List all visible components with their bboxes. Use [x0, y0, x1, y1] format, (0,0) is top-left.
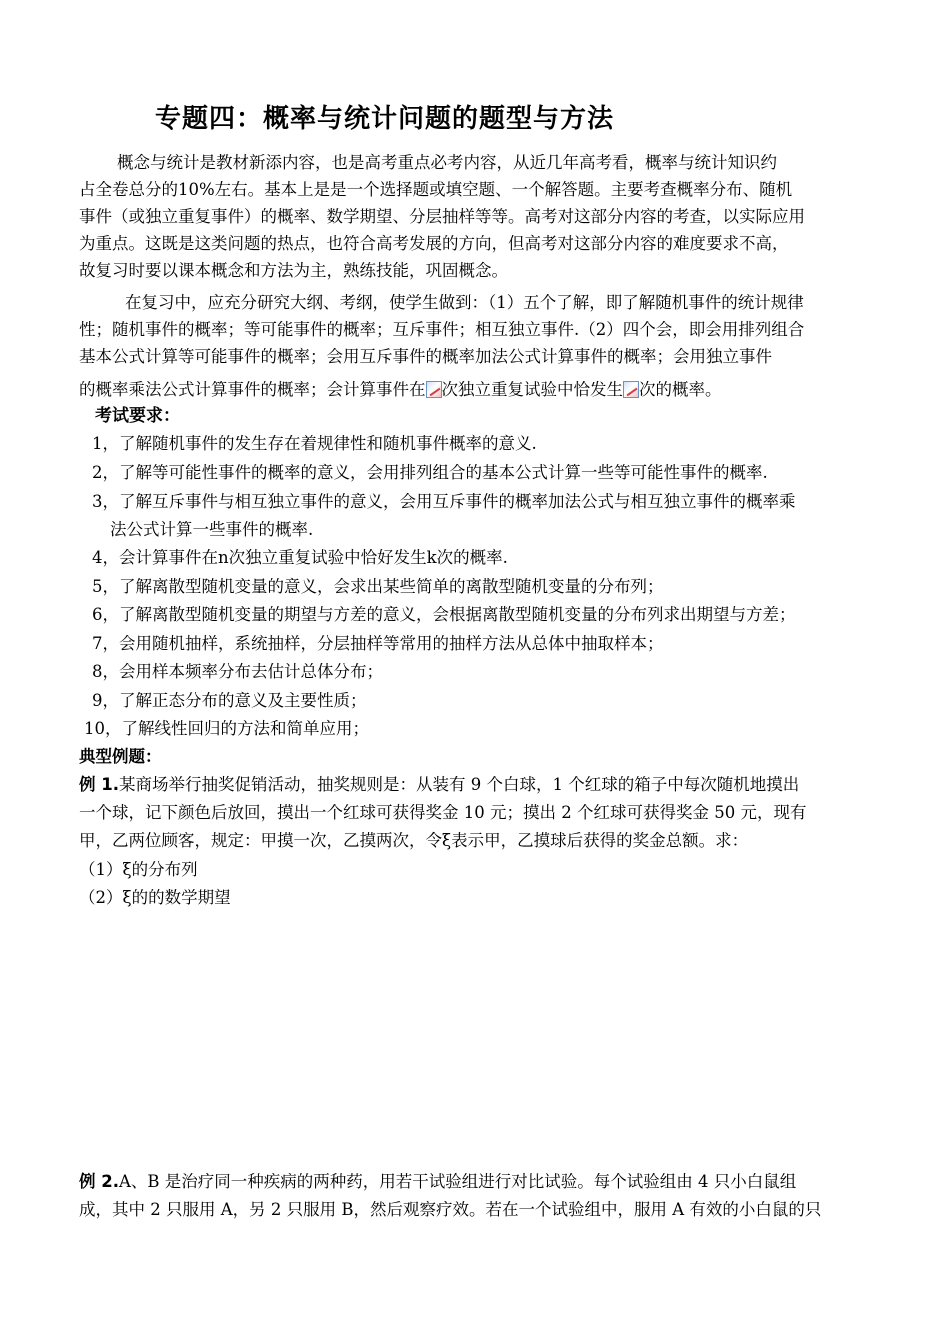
- example1-line-2: 一个球，记下颜色后放回，摸出一个红球可获得奖金 10 元；摸出 2 个红球可获得奖金 50 元，现有: [79, 803, 807, 822]
- example1-line-3: 甲，乙两位顾客，规定：甲摸一次，乙摸两次，令ξ表示甲，乙摸球后获得的奖金总额。求：: [79, 831, 749, 850]
- example1-text-1: 某商场举行抽奖促销活动，抽奖规则是：从装有 9 个白球，1 个红球的箱子中每次随机地摸出: [119, 775, 800, 794]
- requirement-3-cont: 法公式计算一些事件的概率.: [110, 520, 314, 539]
- example1-label: 例 1.: [79, 775, 119, 794]
- review-line-2: 性；随机事件的概率；等可能事件的概率；互斥事件；相互独立事件.（2）四个会，即会用排列组合: [79, 320, 805, 339]
- review-line-4: [79, 380, 722, 400]
- example2-line-2: 成，其中 2 只服用 A，另 2 只服用 B，然后观察疗效。若在一个试验组中，服用 A 有效的小白鼠的只: [79, 1200, 822, 1219]
- example2-label: 例 2.: [79, 1172, 119, 1191]
- intro-line-1: 概念与统计是教材新添内容，也是高考重点必考内容，从近几年高考看，概率与统计知识约: [117, 153, 777, 172]
- intro-line-3: 事件（或独立重复事件）的概率、数学期望、分层抽样等等。高考对这部分内容的考查，以实际应用: [79, 207, 805, 226]
- broken-image-icon: [426, 381, 442, 398]
- review-line-3: 基本公式计算等可能事件的概率；会用互斥事件的概率加法公式计算事件的概率；会用独立事件: [79, 347, 772, 366]
- requirement-4: 4，会计算事件在n次独立重复试验中恰好发生k次的概率.: [92, 548, 508, 567]
- intro-line-4: 为重点。这既是这类问题的热点，也符合高考发展的方向，但高考对这部分内容的难度要求不高，: [79, 234, 789, 253]
- examples-heading: 典型例题：: [79, 747, 162, 766]
- example1-question-2: （2）ξ的的数学期望: [79, 888, 231, 907]
- requirement-5: 5，了解离散型随机变量的意义，会求出某些简单的离散型随机变量的分布列；: [92, 577, 664, 596]
- requirement-6: 6，了解离散型随机变量的期望与方差的意义，会根据离散型随机变量的分布列求出期望与方差；: [92, 605, 796, 624]
- requirement-1: 1，了解随机事件的发生存在着规律性和随机事件概率的意义.: [92, 434, 537, 453]
- requirement-7: 7，会用随机抽样，系统抽样，分层抽样等常用的抽样方法从总体中抽取样本；: [92, 634, 664, 653]
- requirement-8: 8，会用样本频率分布去估计总体分布；: [92, 662, 383, 681]
- example2-text-1: A、B 是治疗同一种疾病的两种药，用若干试验组进行对比试验。每个试验组由 4 只小白鼠组: [119, 1172, 797, 1191]
- example1-line-1: [79, 775, 799, 795]
- example1-question-1: （1）ξ的分布列: [79, 860, 198, 879]
- example2-line-1: [79, 1172, 796, 1192]
- review-line-4-part-b: 次独立重复试验中恰发生: [441, 380, 623, 399]
- review-line-4-part-c: 次的概率。: [639, 380, 722, 399]
- requirement-10: 10，了解线性回归的方法和简单应用；: [84, 719, 369, 738]
- page-title: 专题四：概率与统计问题的题型与方法: [155, 104, 615, 134]
- review-line-1: 在复习中，应充分研究大纲、考纲，使学生做到：（1）五个了解，即了解随机事件的统计规律: [125, 293, 804, 312]
- intro-line-2: 占全卷总分的10%左右。基本上是是一个选择题或填空题、一个解答题。主要考查概率分布、随机: [79, 180, 793, 199]
- broken-image-icon: [623, 381, 639, 398]
- requirements-heading: 考试要求：: [95, 406, 180, 426]
- intro-line-5: 故复习时要以课本概念和方法为主，熟练技能，巩固概念。: [79, 261, 508, 280]
- requirement-3: 3，了解互斥事件与相互独立事件的意义，会用互斥事件的概率加法公式与相互独立事件的概率乘: [92, 492, 796, 511]
- review-line-4-part-a: 的概率乘法公式计算事件的概率；会计算事件在: [79, 380, 426, 399]
- requirement-9: 9，了解正态分布的意义及主要性质；: [92, 691, 367, 710]
- requirement-2: 2，了解等可能性事件的概率的意义，会用排列组合的基本公式计算一些等可能性事件的概率.: [92, 463, 768, 482]
